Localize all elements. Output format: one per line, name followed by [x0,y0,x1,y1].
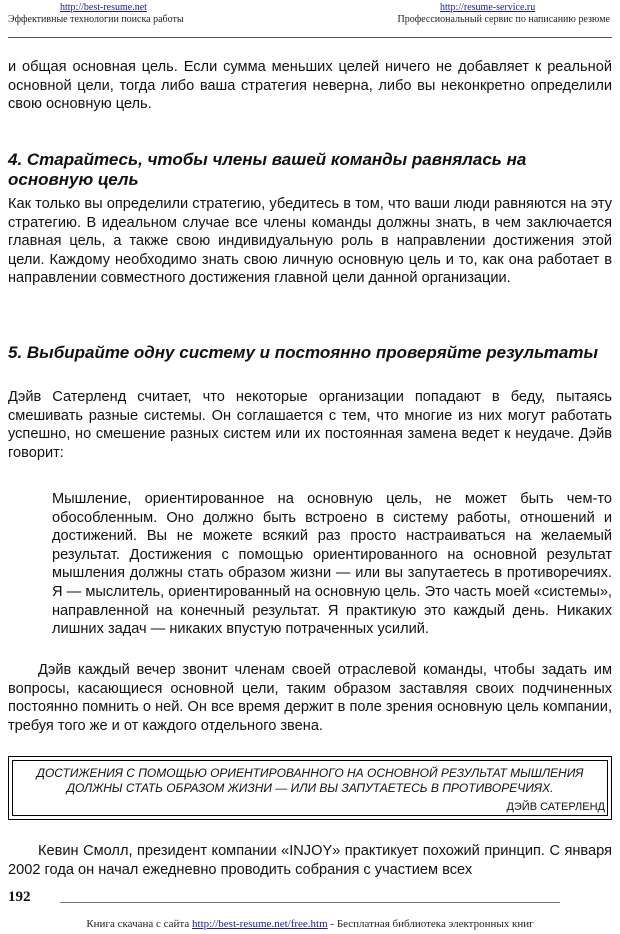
kevin-paragraph: Кевин Смолл, президент компании «INJOY» практикует похожий принцип. С января 2002 года он начал ежедневно проводить собрания с участием всех [8,843,612,878]
section-5-paragraph: Дэйв Сатерленд считает, что некоторые организации попадают в беду, пытаясь смешивать разные системы. Он соглашается с тем, что многие из них могут работать успешно, но смешение разных систем или их постоянная замена ведет к неудаче. Дэйв говорит: [8,389,612,461]
footer-prefix: Книга скачана с сайта [86,918,193,930]
footer-link[interactable]: http://best-resume.net/free.htm [192,918,328,930]
footer-suffix: - Бесплатная библиотека электронных книг [327,918,534,930]
section-4-paragraph: Как только вы определили стратегию, убедитесь в том, что ваши люди равняются на эту стратегию. В идеальном случае все члены команды должны знать, в чем заключается главная цель, а также свою индивидуальную роль в направлении достижения этой цели. Каждому необходимо знать свою личную основную цель и то, как она работает в направлении совместного достижения главной цели данной организации. [8,196,612,287]
intro-paragraph: и общая основная цель. Если сумма меньших целей ничего не добавляет к реальной основной цели, тогда либо ваша стратегия неверна, либо вы неконкретно определили свою основную цель. [8,59,612,113]
header-divider [8,37,612,38]
section-5-heading: 5. Выбирайте одну систему и постоянно проверяйте результаты [8,343,598,362]
section-4-heading: 4. Старайтесь, чтобы члены вашей команды равнялась на основную цель [8,150,527,189]
header-left-link[interactable]: http://best-resume.net [60,2,147,13]
callout-text: ДОСТИЖЕНИЯ С ПОМОЩЬЮ ОРИЕНТИРОВАННОГО НА ОСНОВНОЙ РЕЗУЛЬТАТ МЫШЛЕНИЯ ДОЛЖНЫ СТАТЬ ОБРАЗОМ ЖИЗНИ — ИЛИ ВЫ ЗАПУТАЕТЕСЬ В ПРОТИВОРЕЧИЯХ. [36,766,584,795]
quote-block: Мышление, ориентированное на основную цель, не может быть чем-то обособленным. Оно должно быть встроено в систему работы, отношений и достижений. Вы не можете всякий раз просто настраиваться на желаемый результат. Достижения с помощью ориентированного на основной результат мышления должны стать образом жизни — или вы запутаетесь в противоречиях. Я — мыслитель, ориентированный на основную цель. Это часть моей «системы», направленной на конечный результат. Я практикую это каждый день. Никаких лишних задач — никаких впустую потраченных усилий. [52,491,612,638]
callout-author: ДЭЙВ САТЕРЛЕНД [506,801,605,813]
footer-divider [60,902,560,903]
footer [0,918,620,930]
header-right-link[interactable]: http://resume-service.ru [440,2,536,13]
header-right-text: Профессиональный сервис по написанию резюме [397,14,610,25]
header-left-text: Эффективные технологии поиска работы [8,14,184,25]
dave-paragraph: Дэйв каждый вечер звонит членам своей отраслевой команды, чтобы задать им вопросы, касающиеся основной цели, таким образом заставляя своих подчиненных постоянно помнить о ней. Он все время держит в поле зрения основную цель компании, требуя того же и от каждого отдельного звена. [8,662,612,734]
callout-box [8,756,612,820]
page-number: 192 [8,889,31,905]
